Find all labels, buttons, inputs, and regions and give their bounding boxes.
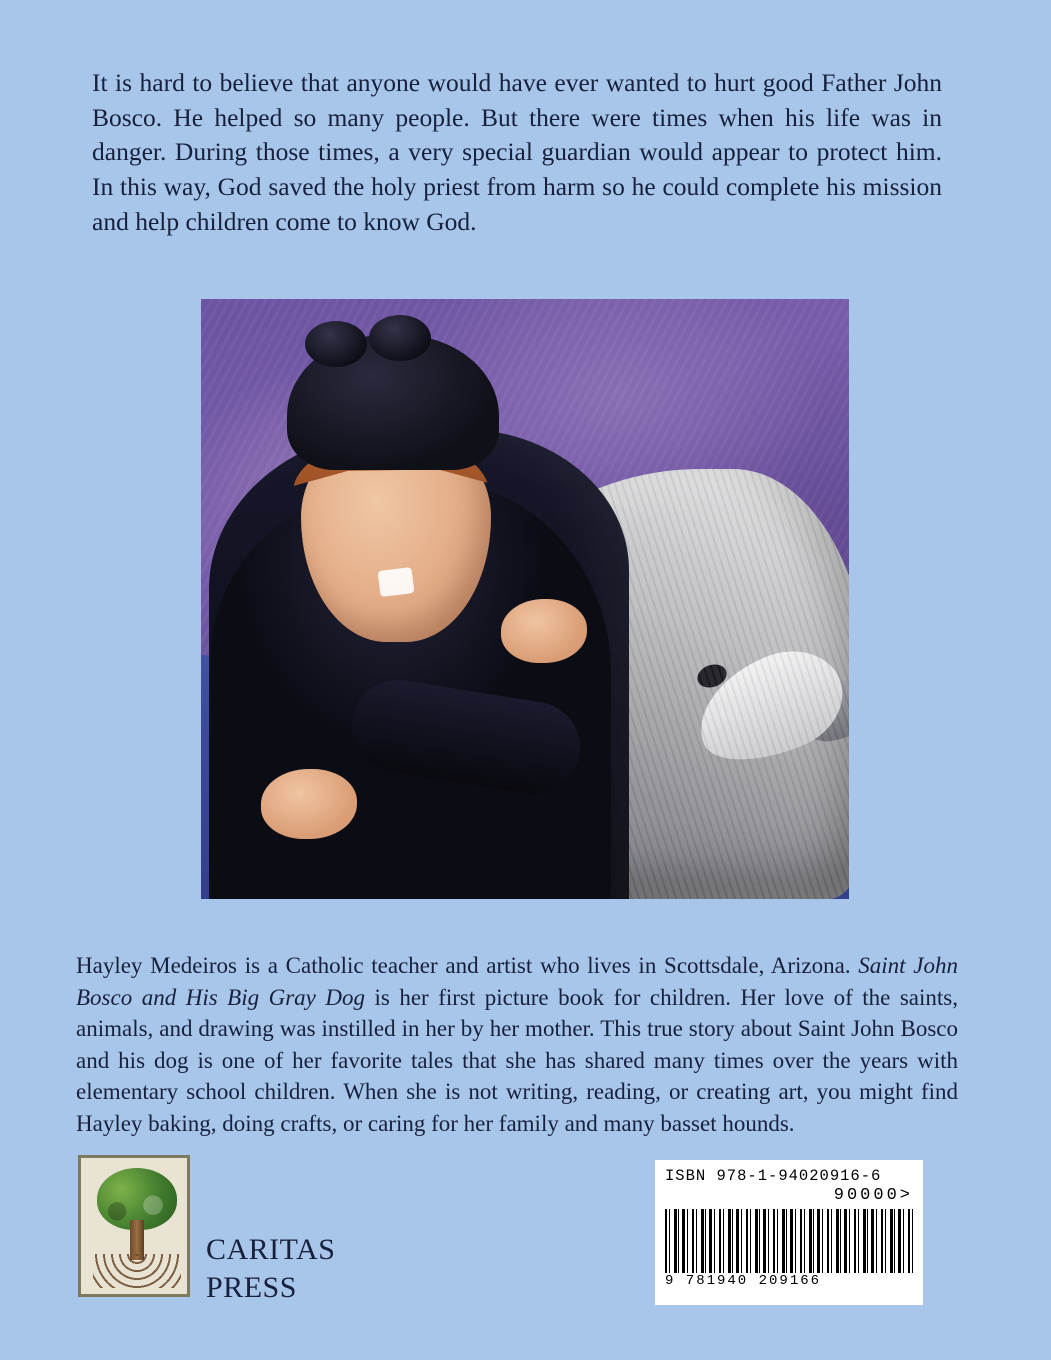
dog-muzzle: [682, 634, 849, 779]
barcode-digits: 9 781940 209166: [665, 1273, 913, 1289]
tree-roots-shape: [93, 1254, 181, 1288]
isbn-text: ISBN 978-1-94020916-6: [665, 1167, 882, 1185]
priest-roman-collar: [378, 567, 415, 597]
author-bio-part2: is her first picture book for children. Her love of the saints, animals, and drawing was instilled in her by her mother. This true story about Saint John Bosco and his dog is one of her favorite tales that she has shared many times over the years with elementary school children. When she is not writing, reading, or creating art, you might find Hayley baking, doing crafts, or caring for her family and many basset hounds.: [76, 984, 958, 1136]
publisher-name-line2: PRESS: [206, 1271, 297, 1305]
publisher-block: [78, 1155, 378, 1315]
priest-hand-lower: [261, 769, 357, 839]
priest-hand-upper: [501, 599, 587, 663]
author-bio-part1: Hayley Medeiros is a Catholic teacher and artist who lives in Scottsdale, Arizona.: [76, 953, 859, 978]
publisher-name-line1: CARITAS: [206, 1233, 336, 1266]
dog-nose: [694, 661, 730, 692]
priest-and-gray-dog-illustration: [201, 299, 849, 899]
publisher-name: [206, 1231, 335, 1308]
price-code-text: 90000>: [833, 1186, 913, 1205]
dog-ear: [792, 672, 849, 748]
book-title-italic: Saint John Bosco and His Big Gray Dog: [76, 953, 958, 1010]
book-blurb: It is hard to believe that anyone would have ever wanted to hurt good Father John Bosco. He helped so many people. But there were times when his life was in danger. During those times, a very special guardian would appear to protect him. In this way, God saved the holy priest from harm so he could complete his mission and help children come to know God.: [92, 68, 942, 236]
tree-logo-icon: [78, 1155, 190, 1297]
author-biography: [76, 950, 958, 1139]
priest-hat-tuft-left: [305, 321, 367, 367]
barcode-bars: [665, 1209, 913, 1287]
priest-hat-tuft-right: [369, 315, 431, 361]
isbn-barcode: [655, 1160, 923, 1305]
